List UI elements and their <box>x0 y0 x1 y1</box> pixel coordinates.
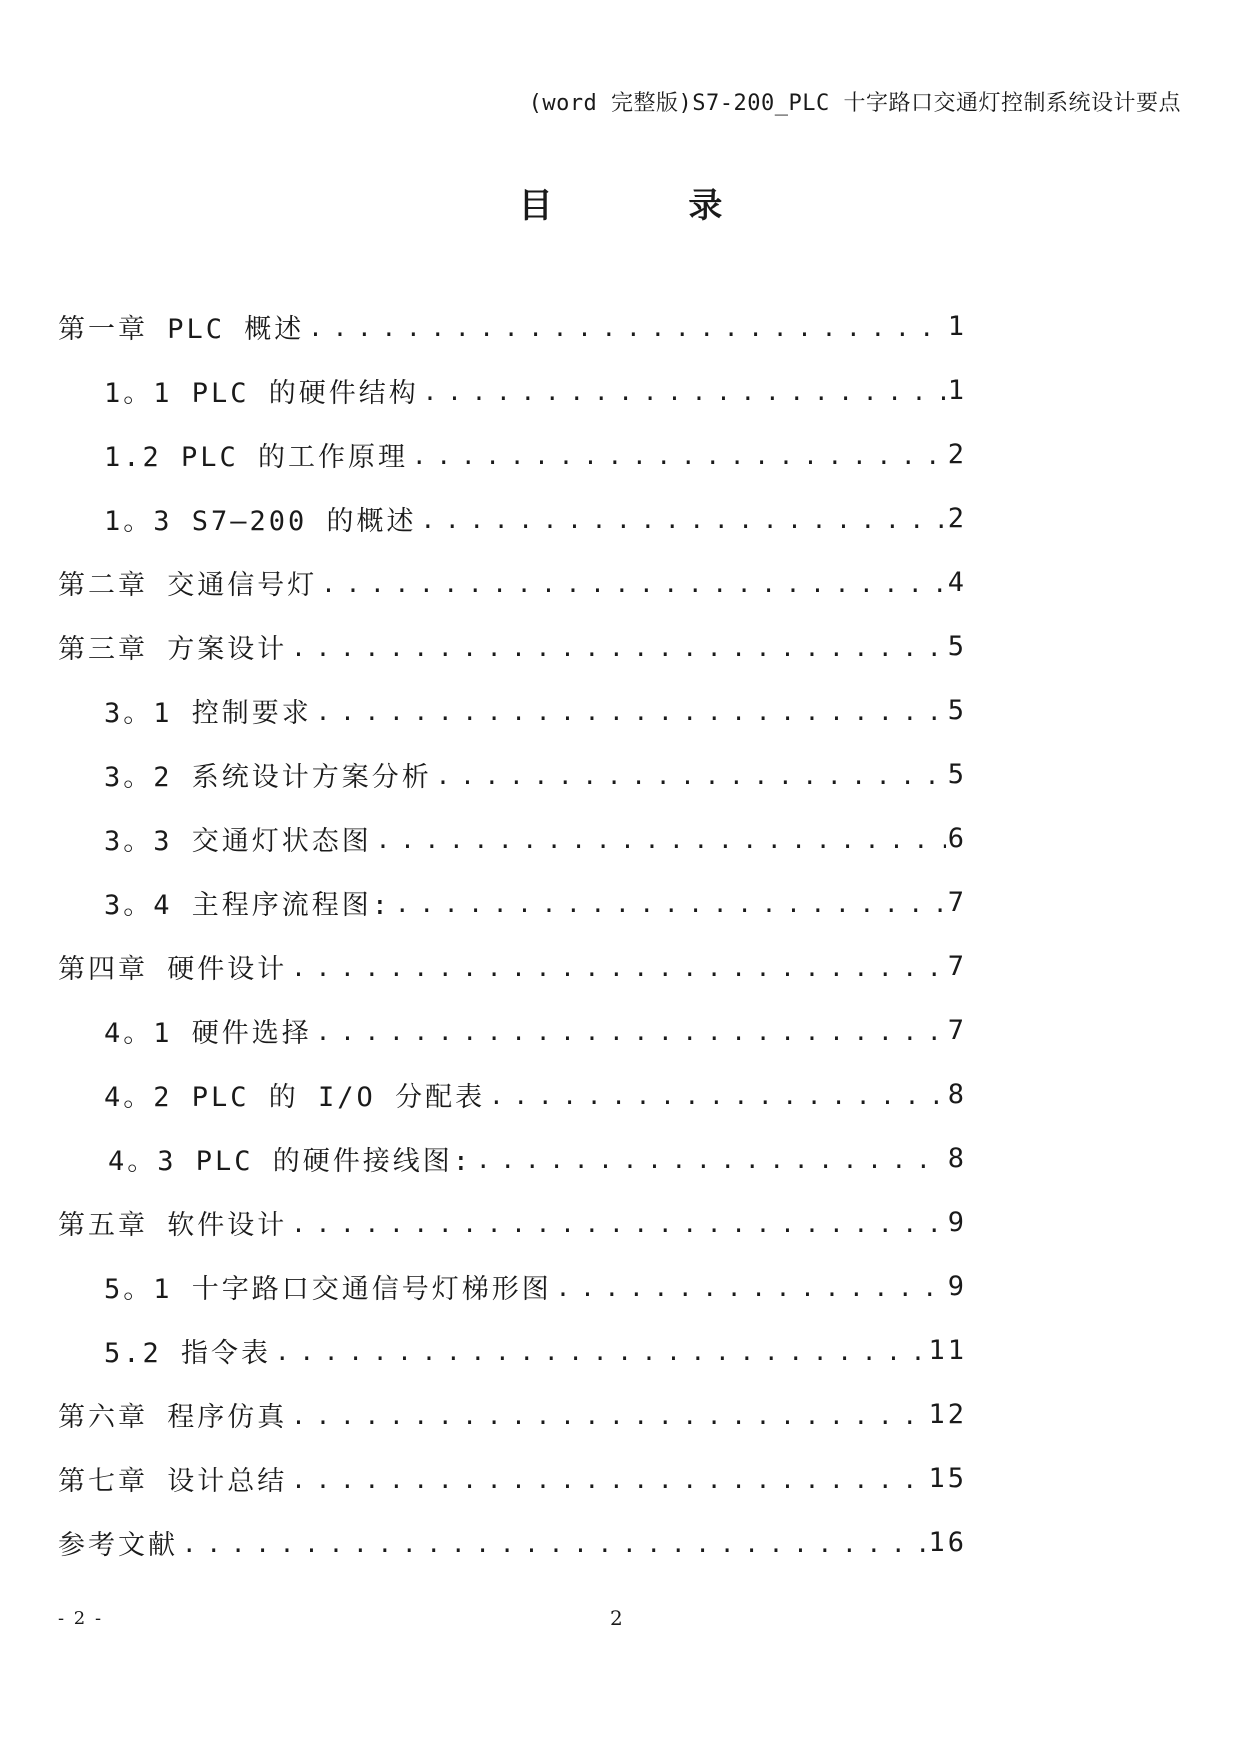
toc-entry-5-2[interactable] <box>104 1330 967 1370</box>
toc-entry-chapter-6[interactable] <box>58 1394 967 1434</box>
toc-entry-references[interactable] <box>58 1522 967 1562</box>
toc-label: 1.2 PLC 的工作原理 <box>104 441 409 473</box>
toc-page-number: 5 <box>947 758 967 790</box>
toc-entry-chapter-7[interactable] <box>58 1458 967 1498</box>
toc-page-number: 4 <box>947 566 967 598</box>
toc-page-number: 8 <box>947 1142 967 1174</box>
toc-label: 第一章 PLC 概述 <box>58 313 305 345</box>
toc-page-number: 7 <box>947 886 967 918</box>
toc-page-number: 7 <box>947 1014 967 1046</box>
toc-label: 第五章 软件设计 <box>58 1209 288 1241</box>
toc-label: 3。2 系统设计方案分析 <box>104 761 432 793</box>
toc-entry-3-4[interactable] <box>104 882 967 922</box>
toc-label: 3。4 主程序流程图: <box>104 889 392 921</box>
toc-label: 3。1 控制要求 <box>104 697 312 729</box>
toc-page-number: 9 <box>947 1206 967 1238</box>
toc-leader-dots <box>412 442 946 470</box>
toc-page-number: 15 <box>928 1462 967 1494</box>
toc-label: 第七章 设计总结 <box>58 1465 288 1497</box>
toc-entry-chapter-3[interactable] <box>58 626 967 666</box>
toc-label: 第六章 程序仿真 <box>58 1401 288 1433</box>
toc-entry-4-3[interactable] <box>108 1138 967 1178</box>
toc-leader-dots <box>489 1082 946 1110</box>
toc-leader-dots <box>182 1530 926 1558</box>
toc-page-number: 2 <box>947 438 967 470</box>
toc-page-number: 5 <box>947 694 967 726</box>
toc-leader-dots <box>291 634 945 662</box>
toc-leader-dots <box>316 698 946 726</box>
toc-page-number: 11 <box>928 1334 967 1366</box>
toc-entry-3-1[interactable] <box>104 690 967 730</box>
toc-leader-dots <box>421 506 946 534</box>
toc-label: 5.2 指令表 <box>104 1337 272 1369</box>
toc-entry-1-1[interactable] <box>104 370 967 410</box>
toc-page-number: 8 <box>947 1078 967 1110</box>
toc-page-number: 1 <box>947 374 967 406</box>
toc-page-number: 7 <box>947 950 967 982</box>
toc-leader-dots <box>291 954 945 982</box>
toc-label: 5。1 十字路口交通信号灯梯形图 <box>104 1273 552 1305</box>
toc-page-number: 6 <box>947 822 967 854</box>
toc-page-number: 2 <box>947 502 967 534</box>
toc-entry-chapter-5[interactable] <box>58 1202 967 1242</box>
toc-leader-dots <box>291 1402 926 1430</box>
toc-label: 4。3 PLC 的硬件接线图: <box>108 1145 473 1177</box>
footer-page-number: 2 <box>610 1606 623 1630</box>
toc-leader-dots <box>275 1338 926 1366</box>
toc-page-number: 12 <box>928 1398 967 1430</box>
toc-label: 第二章 交通信号灯 <box>58 569 318 601</box>
toc-label: 参考文献 <box>58 1529 178 1561</box>
toc-entry-4-1[interactable] <box>104 1010 967 1050</box>
toc-label: 第四章 硬件设计 <box>58 953 288 985</box>
toc-leader-dots <box>308 314 945 342</box>
toc-leader-dots <box>376 826 946 854</box>
toc-leader-dots <box>476 1146 946 1174</box>
toc-entry-3-2[interactable] <box>104 754 967 794</box>
toc-entry-3-3[interactable] <box>104 818 967 858</box>
page-title: 目 录 <box>518 186 785 226</box>
footer-page-marker: - 2 - <box>58 1608 104 1629</box>
toc-label: 4。2 PLC 的 I/O 分配表 <box>104 1081 486 1113</box>
toc-entry-1-3[interactable] <box>104 498 967 538</box>
toc-leader-dots <box>556 1274 946 1302</box>
toc-entry-chapter-2[interactable] <box>58 562 967 602</box>
toc-page-number: 5 <box>947 630 967 662</box>
toc-entry-chapter-4[interactable] <box>58 946 967 986</box>
toc-label: 第三章 方案设计 <box>58 633 288 665</box>
toc-page-number: 9 <box>947 1270 967 1302</box>
toc-leader-dots <box>423 378 946 406</box>
toc-entry-1-2[interactable] <box>104 434 967 474</box>
toc-label: 1。3 S7—200 的概述 <box>104 505 417 537</box>
toc-entry-chapter-1[interactable] <box>58 306 967 346</box>
toc-page-number: 1 <box>947 310 967 342</box>
toc-label: 1。1 PLC 的硬件结构 <box>104 377 419 409</box>
toc-leader-dots <box>291 1466 926 1494</box>
toc-leader-dots <box>316 1018 946 1046</box>
toc-page-number: 16 <box>928 1526 967 1558</box>
toc-entry-4-2[interactable] <box>104 1074 967 1114</box>
toc-label: 3。3 交通灯状态图 <box>104 825 372 857</box>
toc-entry-5-1[interactable] <box>104 1266 967 1306</box>
toc-leader-dots <box>436 762 946 790</box>
toc-leader-dots <box>395 890 946 918</box>
toc-label: 4。1 硬件选择 <box>104 1017 312 1049</box>
toc-leader-dots <box>291 1210 945 1238</box>
toc-leader-dots <box>321 570 945 598</box>
document-header: (word 完整版)S7-200_PLC 十字路口交通灯控制系统设计要点 <box>528 91 1181 116</box>
